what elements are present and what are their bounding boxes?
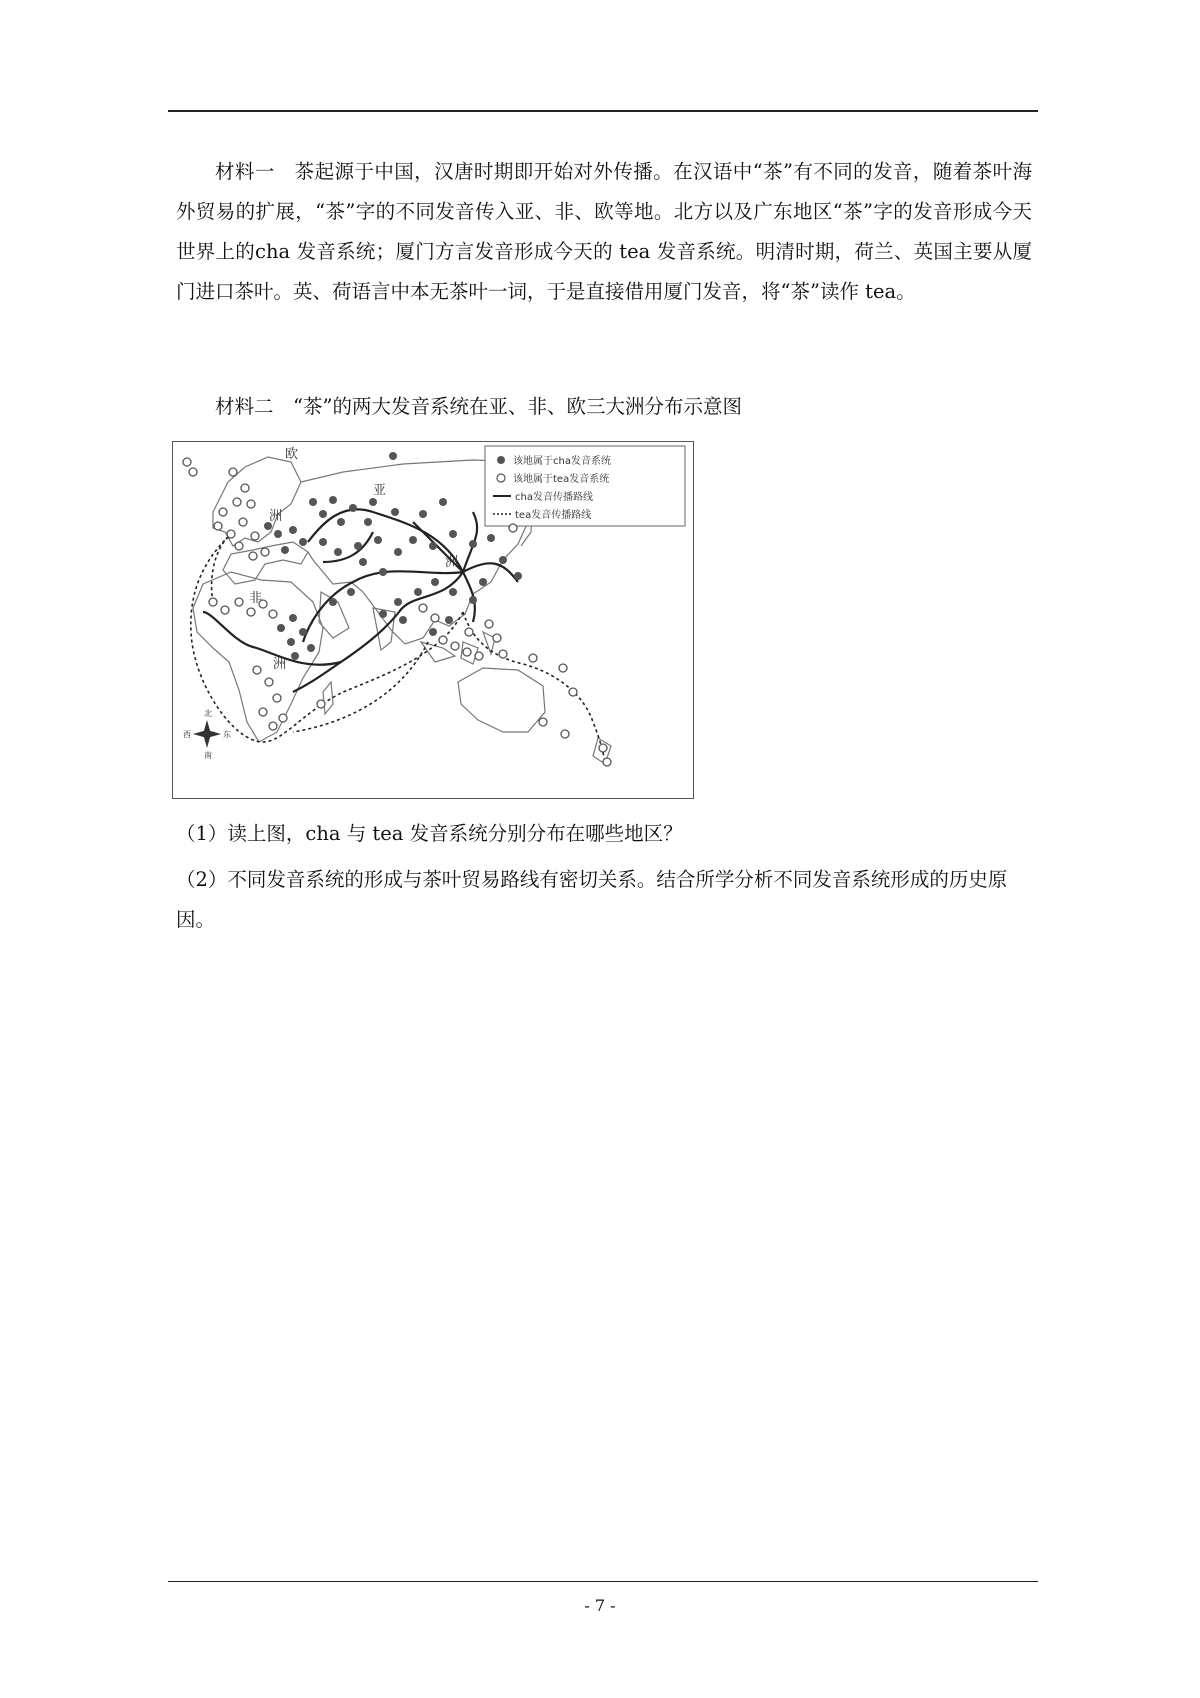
compass-west: 西: [183, 730, 191, 739]
europe-label-2: 洲: [269, 509, 283, 524]
cha-dot-icon: [497, 456, 505, 464]
asia-label-1: 亚: [373, 483, 387, 498]
europe-label-1: 欧: [285, 447, 299, 462]
compass-east: 东: [223, 730, 231, 739]
africa-label-2: 洲: [273, 657, 287, 672]
material-one-block: [176, 152, 1032, 312]
legend-cha-dot: 该地属于cha发音系统: [513, 456, 611, 467]
question-one: （1）读上图，cha 与 tea 发音系统分别分布在哪些地区？: [176, 822, 683, 845]
africa-label-1: 非: [249, 591, 263, 606]
tea-dot-icon: [497, 474, 505, 482]
material-one-paragraph: 材料一 茶起源于中国，汉唐时期即开始对外传播。在汉语中“茶”有不同的发音，随着茶叶海外贸易的扩展，“茶”字的不同发音传入亚、非、欧等地。北方以及广东地区“茶”字的发音形成今天世界上的cha 发音系统；厦门方言发音形成今天的 tea 发音系统。明清时期，荷兰、英国主要从厦门进口茶叶。英、荷语言中本无茶叶一词，于是直接借用厦门发音，将“茶”读作 tea。: [176, 160, 1032, 303]
header-rule: [168, 110, 1038, 112]
question-two: （2）不同发音系统的形成与茶叶贸易路线有密切关系。结合所学分析不同发音系统形成的历史原因。: [176, 868, 1008, 931]
asia-label-2: 洲: [445, 555, 459, 570]
tea-pronunciation-map: [172, 441, 694, 799]
compass-south: 南: [204, 751, 212, 760]
material-two-caption: 材料二 “茶”的两大发音系统在亚、非、欧三大洲分布示意图: [215, 395, 742, 418]
footer-rule: [168, 1581, 1038, 1582]
page-number: - 7 -: [584, 1596, 616, 1615]
continent-labels: [249, 447, 458, 672]
legend-tea-route: tea发音传播路线: [515, 510, 592, 521]
legend-tea-dot: 该地属于tea发音系统: [513, 474, 610, 485]
compass-north: 北: [204, 709, 212, 718]
legend-cha-route: cha发音传播路线: [515, 492, 593, 503]
map-svg: [173, 442, 693, 798]
map-legend: [485, 446, 685, 526]
compass-icon: [183, 708, 231, 760]
